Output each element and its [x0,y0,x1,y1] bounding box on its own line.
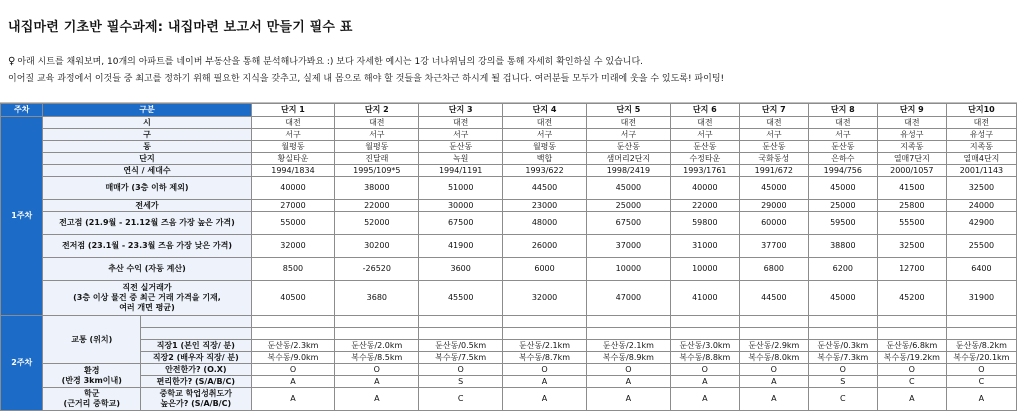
table-cell[interactable]: 은하수 [808,153,877,165]
sheet-header [0,0,1017,103]
table-cell[interactable]: 30200 [335,235,419,258]
table-cell[interactable]: A [739,388,808,411]
week1-label: 1주차 [1,117,43,316]
table-cell[interactable]: 44500 [503,177,587,200]
table-cell[interactable]: 45200 [877,281,946,316]
table-cell[interactable]: A [586,376,670,388]
table-cell[interactable]: 서구 [251,129,335,141]
report-table [0,103,1017,411]
table-cell[interactable]: 서구 [586,129,670,141]
table-cell[interactable]: 둔산동/2.1km [503,340,587,352]
table-cell[interactable]: 복수동/8.9km [586,352,670,364]
table-cell[interactable]: 8500 [251,258,335,281]
table-row [1,129,1017,141]
empty-cell[interactable] [877,328,946,340]
table-cell[interactable]: O [586,364,670,376]
table-cell[interactable]: 복수동/7.5km [419,352,503,364]
table-cell[interactable]: 24000 [946,200,1016,212]
empty-cell[interactable] [335,328,419,340]
table-cell[interactable]: A [739,376,808,388]
table-row [1,316,1017,328]
table-cell[interactable]: 52000 [335,212,419,235]
table-cell[interactable]: 백합 [503,153,587,165]
table-cell[interactable]: 37000 [586,235,670,258]
table-cell[interactable]: 45000 [808,281,877,316]
empty-cell[interactable] [503,316,587,328]
row-label: 구 [43,129,251,141]
empty-cell[interactable] [335,316,419,328]
table-cell[interactable]: 44500 [739,281,808,316]
table-row [1,281,1017,316]
empty-cell[interactable] [946,328,1016,340]
col-complex-2[interactable]: 단지 2 [335,104,419,117]
table-cell[interactable]: A [335,376,419,388]
empty-cell[interactable] [670,316,739,328]
table-cell[interactable]: 22000 [335,200,419,212]
table-cell[interactable]: 녹원 [419,153,503,165]
table-cell[interactable]: 둔산동 [808,141,877,153]
table-cell[interactable]: 둔산동/2.9km [739,340,808,352]
table-cell[interactable]: 둔산동/6.8km [877,340,946,352]
table-cell[interactable]: 45000 [586,177,670,200]
table-cell[interactable]: 대전 [335,117,419,129]
table-cell[interactable]: 서구 [419,129,503,141]
table-row [1,235,1017,258]
school-question-line: 중학교 학업성취도가 [159,389,232,398]
sub-label: 직장2 (배우자 직장/ 분) [141,352,251,364]
empty-cell[interactable] [877,316,946,328]
table-cell[interactable]: 1993/622 [503,165,587,177]
table-cell[interactable]: 47000 [586,281,670,316]
instruction-text-1: 아래 시트를 채워보며, 10개의 아파트를 네이버 부동산을 통해 분석해나가봐요 :) 보다 자세한 예시는 1강 너나위님의 강의를 통해 자세히 확인하실 수 있습니다. [17,57,644,67]
table-cell[interactable]: 27000 [251,200,335,212]
table-cell[interactable]: 둔산동 [670,141,739,153]
table-cell[interactable]: A [670,376,739,388]
table-cell[interactable]: 진달래 [335,153,419,165]
table-cell[interactable]: 23000 [503,200,587,212]
table-cell[interactable]: 51000 [419,177,503,200]
table-cell[interactable]: 수정타운 [670,153,739,165]
table-cell[interactable]: 샘머리2단지 [586,153,670,165]
table-cell[interactable]: S [808,376,877,388]
table-row [1,212,1017,235]
empty-cell[interactable] [419,328,503,340]
table-cell[interactable]: 42900 [946,212,1016,235]
table-cell[interactable]: 유성구 [946,129,1016,141]
table-row [1,177,1017,200]
page-title: 내집마련 기초반 필수과제: 내집마련 보고서 만들기 필수 표 [8,20,353,35]
row-label-recent-price [43,281,251,316]
table-cell[interactable]: 지족동 [877,141,946,153]
col-complex-10[interactable]: 단지10 [946,104,1016,117]
table-cell[interactable]: 대전 [946,117,1016,129]
row-label: 추산 수익 (자동 계산) [43,258,251,281]
table-row [1,200,1017,212]
table-cell[interactable]: 서구 [739,129,808,141]
table-cell[interactable]: 둔산동 [419,141,503,153]
table-cell[interactable]: 67500 [586,212,670,235]
table-cell[interactable]: S [419,376,503,388]
col-complex-3[interactable]: 단지 3 [419,104,503,117]
table-row [1,141,1017,153]
table-cell[interactable]: 6400 [946,258,1016,281]
sub-label: 안전한가? (O.X) [141,364,251,376]
table-cell[interactable]: 1994/1191 [419,165,503,177]
table-cell[interactable]: A [586,388,670,411]
school-label-line: 학군 [84,389,100,398]
table-cell[interactable]: 둔산동 [739,141,808,153]
table-cell[interactable]: 29000 [739,200,808,212]
table-cell[interactable]: 1991/672 [739,165,808,177]
row-label: 전고점 (21.9월 - 21.12월 즈음 가장 높은 가격) [43,212,251,235]
table-cell[interactable]: 1998/2419 [586,165,670,177]
table-cell[interactable]: 1994/756 [808,165,877,177]
table-cell[interactable]: 둔산동/3.0km [670,340,739,352]
table-cell[interactable]: A [251,388,335,411]
row-label-line: 직전 실거래가 [122,283,172,292]
table-cell[interactable]: 서구 [335,129,419,141]
table-cell[interactable]: 55000 [251,212,335,235]
table-cell[interactable]: 25800 [877,200,946,212]
table-row [1,165,1017,177]
table-cell[interactable]: 40500 [251,281,335,316]
table-row [1,364,1017,376]
table-cell[interactable]: 복수동/8.8km [670,352,739,364]
table-cell[interactable]: 황실타운 [251,153,335,165]
table-cell[interactable]: 대전 [877,117,946,129]
table-cell[interactable]: 25000 [808,200,877,212]
table-cell[interactable]: 59500 [808,212,877,235]
table-cell[interactable]: 10000 [586,258,670,281]
table-cell[interactable]: 32500 [877,235,946,258]
table-cell[interactable]: O [419,364,503,376]
env-label-line: 환경 [84,365,100,375]
table-cell[interactable]: 둔산동/0.5km [419,340,503,352]
empty-cell[interactable] [808,328,877,340]
table-cell[interactable]: A [670,388,739,411]
table-cell[interactable]: 32000 [503,281,587,316]
table-cell[interactable]: 둔산동 [586,141,670,153]
col-complex-4[interactable]: 단지 4 [503,104,587,117]
table-row [1,153,1017,165]
environment-label [43,364,141,388]
empty-cell[interactable] [419,316,503,328]
empty-cell[interactable] [251,316,335,328]
table-cell[interactable]: 2001/1143 [946,165,1016,177]
col-complex-1[interactable]: 단지 1 [251,104,335,117]
table-cell[interactable]: 지족동 [946,141,1016,153]
table-cell[interactable]: 1995/109*5 [335,165,419,177]
table-cell[interactable]: A [877,388,946,411]
row-label: 동 [43,141,251,153]
table-cell[interactable]: 37700 [739,235,808,258]
table-cell[interactable]: 60000 [739,212,808,235]
row-label: 연식 / 세대수 [43,165,251,177]
table-cell[interactable]: A [946,388,1016,411]
school-question [141,388,251,411]
empty-cell[interactable] [670,328,739,340]
table-cell[interactable]: 대전 [503,117,587,129]
table-cell[interactable]: 12700 [877,258,946,281]
table-row [1,340,1017,352]
table-cell[interactable]: C [877,376,946,388]
table-cell[interactable]: 대전 [251,117,335,129]
col-complex-5[interactable]: 단지 5 [586,104,670,117]
col-week-header: 주차 [1,104,43,117]
table-cell[interactable]: 45000 [739,177,808,200]
table-cell[interactable]: 31900 [946,281,1016,316]
table-cell[interactable]: 복수동/9.0km [251,352,335,364]
table-cell[interactable]: 복수동/7.3km [808,352,877,364]
table-cell[interactable]: 32000 [251,235,335,258]
table-cell[interactable]: 38800 [808,235,877,258]
pin-icon: ♀ [8,56,16,67]
table-cell[interactable]: 둔산동/2.3km [251,340,335,352]
table-cell[interactable]: 둔산동/2.1km [586,340,670,352]
table-cell[interactable]: 32500 [946,177,1016,200]
empty-cell[interactable] [586,316,670,328]
table-cell[interactable]: 대전 [808,117,877,129]
table-cell[interactable]: 41500 [877,177,946,200]
instruction-line-2: 이어질 교육 과정에서 이것들 중 최고를 정하기 위해 필요한 지식을 갖추고, 실제 내 몸으로 해야 할 것들을 차근차근 하시게 될 겁니다. 여러분들 모두가 미래에 웃을 수 있도록! 파이팅! [8,74,725,84]
empty-cell[interactable] [586,328,670,340]
col-category-header: 구분 [43,104,251,117]
table-row [1,352,1017,364]
table-cell[interactable]: 서구 [670,129,739,141]
table-cell[interactable]: A [503,376,587,388]
table-cell[interactable]: 복수동/8.0km [739,352,808,364]
table-cell[interactable]: O [739,364,808,376]
table-cell[interactable]: 40000 [251,177,335,200]
table-cell[interactable]: 서구 [808,129,877,141]
sub-label: 직장1 (본인 직장/ 분) [141,340,251,352]
table-cell[interactable]: 1994/1834 [251,165,335,177]
table-cell[interactable]: 41900 [419,235,503,258]
table-cell[interactable]: 둔산동/8.2km [946,340,1016,352]
traffic-label: 교통 (위치) [43,316,141,364]
table-cell[interactable]: 1993/1761 [670,165,739,177]
table-cell[interactable]: 41000 [670,281,739,316]
row-label-line: 여러 개면 평균) [119,303,175,312]
table-row [1,258,1017,281]
table-cell[interactable]: 열매7단지 [877,153,946,165]
env-label-line: (반경 3km이내) [61,375,122,385]
table-cell[interactable]: 6200 [808,258,877,281]
row-label: 매매가 (3층 이하 제외) [43,177,251,200]
table-cell[interactable]: 55500 [877,212,946,235]
table-cell[interactable]: 국화동성 [739,153,808,165]
table-cell[interactable]: 월평동 [503,141,587,153]
table-cell[interactable]: 6800 [739,258,808,281]
col-complex-8[interactable]: 단지 8 [808,104,877,117]
table-cell[interactable]: 6000 [503,258,587,281]
empty-cell[interactable] [251,328,335,340]
table-cell[interactable]: C [808,388,877,411]
table-cell[interactable]: O [808,364,877,376]
row-label: 전세가 [43,200,251,212]
col-complex-6[interactable]: 단지 6 [670,104,739,117]
header-row [1,104,1017,117]
table-cell[interactable]: 10000 [670,258,739,281]
table-cell[interactable]: 45500 [419,281,503,316]
instruction-line-1 [8,54,643,67]
table-cell[interactable]: 45000 [808,177,877,200]
table-cell[interactable]: 48000 [503,212,587,235]
table-cell[interactable]: 31000 [670,235,739,258]
week2-label: 2주차 [1,316,43,411]
table-cell[interactable]: 둔산동/2.0km [335,340,419,352]
table-cell[interactable]: 22000 [670,200,739,212]
empty-cell[interactable] [739,316,808,328]
school-label [43,388,141,411]
table-cell[interactable]: 월평동 [251,141,335,153]
table-cell[interactable]: C [946,376,1016,388]
row-label-line: (3층 이상 물건 중 최근 거래 가격을 기재, [73,293,221,302]
table-cell[interactable]: A [335,388,419,411]
table-cell[interactable]: 대전 [419,117,503,129]
table-cell[interactable]: 유성구 [877,129,946,141]
table-cell[interactable]: 40000 [670,177,739,200]
table-cell[interactable]: -26520 [335,258,419,281]
table-row [1,328,1017,340]
table-row [1,376,1017,388]
empty-sub-label [141,316,251,328]
table-cell[interactable]: 30000 [419,200,503,212]
table-cell[interactable]: C [419,388,503,411]
empty-cell[interactable] [739,328,808,340]
row-label: 시 [43,117,251,129]
table-cell[interactable]: 67500 [419,212,503,235]
sub-label: 편리한가? (S/A/B/C) [141,376,251,388]
table-cell[interactable]: 대전 [670,117,739,129]
table-cell[interactable]: A [503,388,587,411]
table-cell[interactable]: 서구 [503,129,587,141]
row-label: 전저점 (23.1월 - 23.3월 즈음 가장 낮은 가격) [43,235,251,258]
table-cell[interactable]: 복수동/20.1km [946,352,1016,364]
table-cell[interactable]: 3600 [419,258,503,281]
table-cell[interactable]: 복수동/8.7km [503,352,587,364]
col-complex-7[interactable]: 단지 7 [739,104,808,117]
col-complex-9[interactable]: 단지 9 [877,104,946,117]
row-label: 단지 [43,153,251,165]
table-cell[interactable]: 열매4단지 [946,153,1016,165]
table-cell[interactable]: 38000 [335,177,419,200]
school-question-line: 높은가? (S/A/B/C) [160,399,232,408]
table-cell[interactable]: 복수동/8.5km [335,352,419,364]
table-cell[interactable]: 3680 [335,281,419,316]
table-cell[interactable]: 2000/1057 [877,165,946,177]
empty-cell[interactable] [503,328,587,340]
table-cell[interactable]: O [670,364,739,376]
table-cell[interactable]: 59800 [670,212,739,235]
table-cell[interactable]: 대전 [586,117,670,129]
empty-cell[interactable] [946,316,1016,328]
table-cell[interactable]: 25500 [946,235,1016,258]
empty-cell[interactable] [808,316,877,328]
table-cell[interactable]: O [503,364,587,376]
empty-sub-label [141,328,251,340]
table-cell[interactable]: 25000 [586,200,670,212]
table-cell[interactable]: O [946,364,1016,376]
school-label-line: (근거리 중학교) [63,399,121,408]
table-cell[interactable]: A [251,376,335,388]
table-cell[interactable]: 월평동 [335,141,419,153]
table-cell[interactable]: O [335,364,419,376]
table-cell[interactable]: 복수동/19.2km [877,352,946,364]
table-cell[interactable]: 둔산동/0.3km [808,340,877,352]
table-cell[interactable]: 26000 [503,235,587,258]
table-cell[interactable]: O [251,364,335,376]
table-cell[interactable]: O [877,364,946,376]
table-cell[interactable]: 대전 [739,117,808,129]
table-row [1,117,1017,129]
